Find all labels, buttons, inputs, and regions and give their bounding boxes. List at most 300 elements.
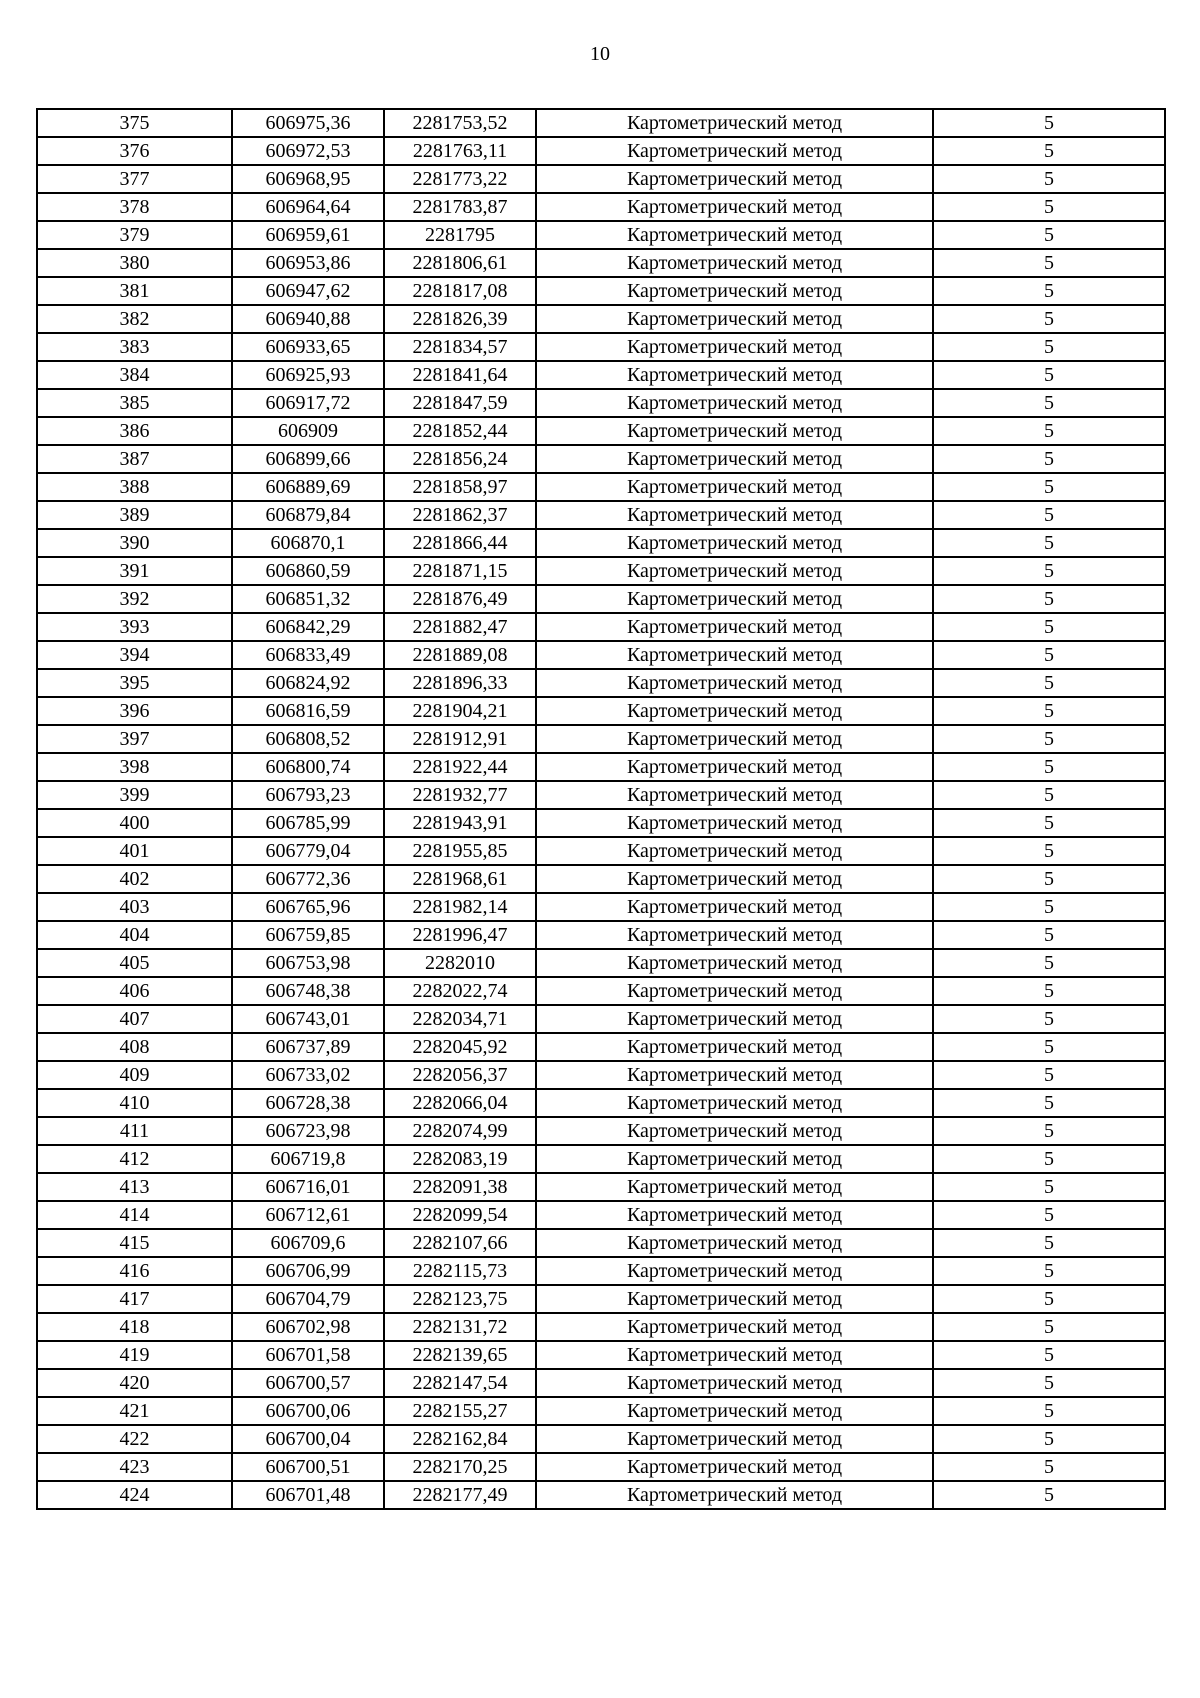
- y-coordinate-cell: 2281795: [384, 221, 536, 249]
- table-row: [37, 1369, 1165, 1397]
- table-row: [37, 1257, 1165, 1285]
- accuracy-cell: 5: [933, 137, 1165, 165]
- accuracy-cell: 5: [933, 1033, 1165, 1061]
- point-number-cell: 412: [37, 1145, 232, 1173]
- accuracy-cell: 5: [933, 109, 1165, 137]
- point-number-cell: 389: [37, 501, 232, 529]
- y-coordinate-cell: 2282083,19: [384, 1145, 536, 1173]
- y-coordinate-cell: 2282123,75: [384, 1285, 536, 1313]
- x-coordinate-cell: 606925,93: [232, 361, 384, 389]
- x-coordinate-cell: 606953,86: [232, 249, 384, 277]
- point-number-cell: 377: [37, 165, 232, 193]
- method-cell: Картометрический метод: [536, 1453, 933, 1481]
- table-row: [37, 893, 1165, 921]
- x-coordinate-cell: 606706,99: [232, 1257, 384, 1285]
- point-number-cell: 404: [37, 921, 232, 949]
- y-coordinate-cell: 2281922,44: [384, 753, 536, 781]
- accuracy-cell: 5: [933, 669, 1165, 697]
- table-row: [37, 781, 1165, 809]
- y-coordinate-cell: 2282066,04: [384, 1089, 536, 1117]
- accuracy-cell: 5: [933, 389, 1165, 417]
- method-cell: Картометрический метод: [536, 1117, 933, 1145]
- x-coordinate-cell: 606728,38: [232, 1089, 384, 1117]
- y-coordinate-cell: 2282107,66: [384, 1229, 536, 1257]
- method-cell: Картометрический метод: [536, 1481, 933, 1509]
- y-coordinate-cell: 2282170,25: [384, 1453, 536, 1481]
- method-cell: Картометрический метод: [536, 725, 933, 753]
- accuracy-cell: 5: [933, 1369, 1165, 1397]
- accuracy-cell: 5: [933, 473, 1165, 501]
- point-number-cell: 395: [37, 669, 232, 697]
- table-row: [37, 1313, 1165, 1341]
- accuracy-cell: 5: [933, 725, 1165, 753]
- method-cell: Картометрический метод: [536, 193, 933, 221]
- table-row: [37, 585, 1165, 613]
- accuracy-cell: 5: [933, 1089, 1165, 1117]
- table-row: [37, 1425, 1165, 1453]
- method-cell: Картометрический метод: [536, 109, 933, 137]
- accuracy-cell: 5: [933, 1117, 1165, 1145]
- table-row: [37, 221, 1165, 249]
- y-coordinate-cell: 2282131,72: [384, 1313, 536, 1341]
- x-coordinate-cell: 606716,01: [232, 1173, 384, 1201]
- table-row: [37, 473, 1165, 501]
- accuracy-cell: 5: [933, 305, 1165, 333]
- y-coordinate-cell: 2281896,33: [384, 669, 536, 697]
- y-coordinate-cell: 2281852,44: [384, 417, 536, 445]
- y-coordinate-cell: 2281817,08: [384, 277, 536, 305]
- method-cell: Картометрический метод: [536, 473, 933, 501]
- x-coordinate-cell: 606733,02: [232, 1061, 384, 1089]
- method-cell: Картометрический метод: [536, 613, 933, 641]
- y-coordinate-cell: 2281858,97: [384, 473, 536, 501]
- accuracy-cell: 5: [933, 809, 1165, 837]
- accuracy-cell: 5: [933, 1481, 1165, 1509]
- table-row: [37, 949, 1165, 977]
- point-number-cell: 378: [37, 193, 232, 221]
- method-cell: Картометрический метод: [536, 1173, 933, 1201]
- y-coordinate-cell: 2282091,38: [384, 1173, 536, 1201]
- accuracy-cell: 5: [933, 1201, 1165, 1229]
- method-cell: Картометрический метод: [536, 865, 933, 893]
- x-coordinate-cell: 606712,61: [232, 1201, 384, 1229]
- y-coordinate-cell: 2281783,87: [384, 193, 536, 221]
- method-cell: Картометрический метод: [536, 305, 933, 333]
- table-row: [37, 529, 1165, 557]
- point-number-cell: 382: [37, 305, 232, 333]
- x-coordinate-cell: 606968,95: [232, 165, 384, 193]
- point-number-cell: 388: [37, 473, 232, 501]
- method-cell: Картометрический метод: [536, 445, 933, 473]
- table-row: [37, 1061, 1165, 1089]
- page-number: 10: [590, 43, 610, 65]
- y-coordinate-cell: 2281753,52: [384, 109, 536, 137]
- method-cell: Картометрический метод: [536, 837, 933, 865]
- y-coordinate-cell: 2281871,15: [384, 557, 536, 585]
- accuracy-cell: 5: [933, 529, 1165, 557]
- accuracy-cell: 5: [933, 837, 1165, 865]
- y-coordinate-cell: 2282056,37: [384, 1061, 536, 1089]
- x-coordinate-cell: 606851,32: [232, 585, 384, 613]
- x-coordinate-cell: 606972,53: [232, 137, 384, 165]
- x-coordinate-cell: 606759,85: [232, 921, 384, 949]
- x-coordinate-cell: 606748,38: [232, 977, 384, 1005]
- method-cell: Картометрический метод: [536, 1229, 933, 1257]
- x-coordinate-cell: 606700,06: [232, 1397, 384, 1425]
- point-number-cell: 375: [37, 109, 232, 137]
- accuracy-cell: 5: [933, 585, 1165, 613]
- y-coordinate-cell: 2281856,24: [384, 445, 536, 473]
- method-cell: Картометрический метод: [536, 389, 933, 417]
- table-row: [37, 249, 1165, 277]
- y-coordinate-cell: 2281834,57: [384, 333, 536, 361]
- x-coordinate-cell: 606700,04: [232, 1425, 384, 1453]
- point-number-cell: 409: [37, 1061, 232, 1089]
- point-number-cell: 380: [37, 249, 232, 277]
- point-number-cell: 399: [37, 781, 232, 809]
- y-coordinate-cell: 2282045,92: [384, 1033, 536, 1061]
- point-number-cell: 417: [37, 1285, 232, 1313]
- point-number-cell: 403: [37, 893, 232, 921]
- point-number-cell: 379: [37, 221, 232, 249]
- method-cell: Картометрический метод: [536, 669, 933, 697]
- x-coordinate-cell: 606879,84: [232, 501, 384, 529]
- x-coordinate-cell: 606779,04: [232, 837, 384, 865]
- method-cell: Картометрический метод: [536, 1033, 933, 1061]
- point-number-cell: 397: [37, 725, 232, 753]
- y-coordinate-cell: 2281955,85: [384, 837, 536, 865]
- accuracy-cell: 5: [933, 697, 1165, 725]
- point-number-cell: 387: [37, 445, 232, 473]
- y-coordinate-cell: 2281841,64: [384, 361, 536, 389]
- point-number-cell: 413: [37, 1173, 232, 1201]
- method-cell: Картометрический метод: [536, 641, 933, 669]
- accuracy-cell: 5: [933, 1257, 1165, 1285]
- method-cell: Картометрический метод: [536, 893, 933, 921]
- x-coordinate-cell: 606860,59: [232, 557, 384, 585]
- accuracy-cell: 5: [933, 277, 1165, 305]
- table-row: [37, 753, 1165, 781]
- x-coordinate-cell: 606964,64: [232, 193, 384, 221]
- y-coordinate-cell: 2281847,59: [384, 389, 536, 417]
- coordinates-table: [36, 108, 1166, 1510]
- point-number-cell: 406: [37, 977, 232, 1005]
- y-coordinate-cell: 2281876,49: [384, 585, 536, 613]
- method-cell: Картометрический метод: [536, 1089, 933, 1117]
- y-coordinate-cell: 2282022,74: [384, 977, 536, 1005]
- y-coordinate-cell: 2281866,44: [384, 529, 536, 557]
- method-cell: Картометрический метод: [536, 1313, 933, 1341]
- x-coordinate-cell: 606701,48: [232, 1481, 384, 1509]
- table-row: [37, 697, 1165, 725]
- x-coordinate-cell: 606772,36: [232, 865, 384, 893]
- x-coordinate-cell: 606701,58: [232, 1341, 384, 1369]
- table-row: [37, 1397, 1165, 1425]
- x-coordinate-cell: 606793,23: [232, 781, 384, 809]
- table-row: [37, 1005, 1165, 1033]
- accuracy-cell: 5: [933, 977, 1165, 1005]
- y-coordinate-cell: 2282074,99: [384, 1117, 536, 1145]
- coordinates-table-body: [37, 109, 1165, 1509]
- table-row: [37, 641, 1165, 669]
- point-number-cell: 402: [37, 865, 232, 893]
- table-row: [37, 1229, 1165, 1257]
- table-row: [37, 445, 1165, 473]
- method-cell: Картометрический метод: [536, 501, 933, 529]
- table-row: [37, 1453, 1165, 1481]
- y-coordinate-cell: 2281932,77: [384, 781, 536, 809]
- point-number-cell: 416: [37, 1257, 232, 1285]
- y-coordinate-cell: 2281996,47: [384, 921, 536, 949]
- accuracy-cell: 5: [933, 221, 1165, 249]
- table-row: [37, 1145, 1165, 1173]
- method-cell: Картометрический метод: [536, 1397, 933, 1425]
- accuracy-cell: 5: [933, 753, 1165, 781]
- table-row: [37, 193, 1165, 221]
- accuracy-cell: 5: [933, 613, 1165, 641]
- method-cell: Картометрический метод: [536, 417, 933, 445]
- accuracy-cell: 5: [933, 781, 1165, 809]
- accuracy-cell: 5: [933, 361, 1165, 389]
- y-coordinate-cell: 2281943,91: [384, 809, 536, 837]
- y-coordinate-cell: 2282155,27: [384, 1397, 536, 1425]
- point-number-cell: 392: [37, 585, 232, 613]
- method-cell: Картометрический метод: [536, 809, 933, 837]
- method-cell: Картометрический метод: [536, 277, 933, 305]
- table-row: [37, 501, 1165, 529]
- method-cell: Картометрический метод: [536, 1425, 933, 1453]
- method-cell: Картометрический метод: [536, 1285, 933, 1313]
- y-coordinate-cell: 2281826,39: [384, 305, 536, 333]
- x-coordinate-cell: 606700,51: [232, 1453, 384, 1481]
- y-coordinate-cell: 2281889,08: [384, 641, 536, 669]
- accuracy-cell: 5: [933, 193, 1165, 221]
- method-cell: Картометрический метод: [536, 1005, 933, 1033]
- accuracy-cell: 5: [933, 1005, 1165, 1033]
- accuracy-cell: 5: [933, 865, 1165, 893]
- point-number-cell: 418: [37, 1313, 232, 1341]
- x-coordinate-cell: 606933,65: [232, 333, 384, 361]
- table-row: [37, 1089, 1165, 1117]
- table-row: [37, 109, 1165, 137]
- accuracy-cell: 5: [933, 445, 1165, 473]
- x-coordinate-cell: 606947,62: [232, 277, 384, 305]
- x-coordinate-cell: 606800,74: [232, 753, 384, 781]
- point-number-cell: 394: [37, 641, 232, 669]
- method-cell: Картометрический метод: [536, 949, 933, 977]
- method-cell: Картометрический метод: [536, 361, 933, 389]
- point-number-cell: 383: [37, 333, 232, 361]
- table-row: [37, 1481, 1165, 1509]
- y-coordinate-cell: 2282034,71: [384, 1005, 536, 1033]
- x-coordinate-cell: 606833,49: [232, 641, 384, 669]
- x-coordinate-cell: 606702,98: [232, 1313, 384, 1341]
- x-coordinate-cell: 606753,98: [232, 949, 384, 977]
- point-number-cell: 400: [37, 809, 232, 837]
- point-number-cell: 419: [37, 1341, 232, 1369]
- point-number-cell: 410: [37, 1089, 232, 1117]
- accuracy-cell: 5: [933, 641, 1165, 669]
- y-coordinate-cell: 2282147,54: [384, 1369, 536, 1397]
- table-row: [37, 1033, 1165, 1061]
- table-row: [37, 557, 1165, 585]
- accuracy-cell: 5: [933, 1425, 1165, 1453]
- accuracy-cell: 5: [933, 921, 1165, 949]
- point-number-cell: 390: [37, 529, 232, 557]
- x-coordinate-cell: 606940,88: [232, 305, 384, 333]
- y-coordinate-cell: 2282139,65: [384, 1341, 536, 1369]
- table-row: [37, 809, 1165, 837]
- accuracy-cell: 5: [933, 1145, 1165, 1173]
- accuracy-cell: 5: [933, 949, 1165, 977]
- x-coordinate-cell: 606765,96: [232, 893, 384, 921]
- point-number-cell: 393: [37, 613, 232, 641]
- method-cell: Картометрический метод: [536, 221, 933, 249]
- y-coordinate-cell: 2282115,73: [384, 1257, 536, 1285]
- method-cell: Картометрический метод: [536, 977, 933, 1005]
- method-cell: Картометрический метод: [536, 781, 933, 809]
- table-row: [37, 921, 1165, 949]
- accuracy-cell: 5: [933, 1285, 1165, 1313]
- point-number-cell: 396: [37, 697, 232, 725]
- point-number-cell: 423: [37, 1453, 232, 1481]
- accuracy-cell: 5: [933, 417, 1165, 445]
- y-coordinate-cell: 2281882,47: [384, 613, 536, 641]
- x-coordinate-cell: 606824,92: [232, 669, 384, 697]
- point-number-cell: 422: [37, 1425, 232, 1453]
- accuracy-cell: 5: [933, 1453, 1165, 1481]
- point-number-cell: 421: [37, 1397, 232, 1425]
- point-number-cell: 386: [37, 417, 232, 445]
- x-coordinate-cell: 606959,61: [232, 221, 384, 249]
- point-number-cell: 407: [37, 1005, 232, 1033]
- point-number-cell: 385: [37, 389, 232, 417]
- method-cell: Картометрический метод: [536, 585, 933, 613]
- table-row: [37, 865, 1165, 893]
- method-cell: Картометрический метод: [536, 697, 933, 725]
- x-coordinate-cell: 606709,6: [232, 1229, 384, 1257]
- y-coordinate-cell: 2281862,37: [384, 501, 536, 529]
- table-row: [37, 137, 1165, 165]
- accuracy-cell: 5: [933, 557, 1165, 585]
- x-coordinate-cell: 606723,98: [232, 1117, 384, 1145]
- x-coordinate-cell: 606899,66: [232, 445, 384, 473]
- x-coordinate-cell: 606700,57: [232, 1369, 384, 1397]
- accuracy-cell: 5: [933, 1061, 1165, 1089]
- point-number-cell: 405: [37, 949, 232, 977]
- table-row: [37, 1117, 1165, 1145]
- method-cell: Картометрический метод: [536, 1369, 933, 1397]
- method-cell: Картометрический метод: [536, 753, 933, 781]
- method-cell: Картометрический метод: [536, 1201, 933, 1229]
- point-number-cell: 391: [37, 557, 232, 585]
- x-coordinate-cell: 606719,8: [232, 1145, 384, 1173]
- method-cell: Картометрический метод: [536, 137, 933, 165]
- method-cell: Картометрический метод: [536, 921, 933, 949]
- accuracy-cell: 5: [933, 1229, 1165, 1257]
- table-row: [37, 837, 1165, 865]
- x-coordinate-cell: 606737,89: [232, 1033, 384, 1061]
- accuracy-cell: 5: [933, 501, 1165, 529]
- x-coordinate-cell: 606975,36: [232, 109, 384, 137]
- x-coordinate-cell: 606816,59: [232, 697, 384, 725]
- accuracy-cell: 5: [933, 893, 1165, 921]
- method-cell: Картометрический метод: [536, 1341, 933, 1369]
- x-coordinate-cell: 606704,79: [232, 1285, 384, 1313]
- table-row: [37, 613, 1165, 641]
- method-cell: Картометрический метод: [536, 1061, 933, 1089]
- point-number-cell: 401: [37, 837, 232, 865]
- table-row: [37, 165, 1165, 193]
- x-coordinate-cell: 606870,1: [232, 529, 384, 557]
- y-coordinate-cell: 2281912,91: [384, 725, 536, 753]
- y-coordinate-cell: 2282010: [384, 949, 536, 977]
- method-cell: Картометрический метод: [536, 1257, 933, 1285]
- table-row: [37, 417, 1165, 445]
- method-cell: Картометрический метод: [536, 557, 933, 585]
- method-cell: Картометрический метод: [536, 529, 933, 557]
- table-row: [37, 725, 1165, 753]
- y-coordinate-cell: 2281904,21: [384, 697, 536, 725]
- table-row: [37, 1341, 1165, 1369]
- method-cell: Картометрический метод: [536, 249, 933, 277]
- y-coordinate-cell: 2282177,49: [384, 1481, 536, 1509]
- method-cell: Картометрический метод: [536, 1145, 933, 1173]
- x-coordinate-cell: 606909: [232, 417, 384, 445]
- table-row: [37, 305, 1165, 333]
- y-coordinate-cell: 2281806,61: [384, 249, 536, 277]
- point-number-cell: 398: [37, 753, 232, 781]
- y-coordinate-cell: 2281773,22: [384, 165, 536, 193]
- y-coordinate-cell: 2281763,11: [384, 137, 536, 165]
- point-number-cell: 414: [37, 1201, 232, 1229]
- accuracy-cell: 5: [933, 333, 1165, 361]
- x-coordinate-cell: 606785,99: [232, 809, 384, 837]
- x-coordinate-cell: 606743,01: [232, 1005, 384, 1033]
- y-coordinate-cell: 2282162,84: [384, 1425, 536, 1453]
- table-row: [37, 1285, 1165, 1313]
- point-number-cell: 384: [37, 361, 232, 389]
- x-coordinate-cell: 606889,69: [232, 473, 384, 501]
- x-coordinate-cell: 606808,52: [232, 725, 384, 753]
- point-number-cell: 381: [37, 277, 232, 305]
- accuracy-cell: 5: [933, 1341, 1165, 1369]
- y-coordinate-cell: 2281968,61: [384, 865, 536, 893]
- table-row: [37, 1201, 1165, 1229]
- method-cell: Картометрический метод: [536, 165, 933, 193]
- accuracy-cell: 5: [933, 1173, 1165, 1201]
- table-row: [37, 361, 1165, 389]
- point-number-cell: 408: [37, 1033, 232, 1061]
- method-cell: Картометрический метод: [536, 333, 933, 361]
- table-row: [37, 977, 1165, 1005]
- point-number-cell: 411: [37, 1117, 232, 1145]
- x-coordinate-cell: 606842,29: [232, 613, 384, 641]
- point-number-cell: 420: [37, 1369, 232, 1397]
- table-row: [37, 1173, 1165, 1201]
- table-row: [37, 277, 1165, 305]
- accuracy-cell: 5: [933, 1313, 1165, 1341]
- y-coordinate-cell: 2282099,54: [384, 1201, 536, 1229]
- accuracy-cell: 5: [933, 1397, 1165, 1425]
- point-number-cell: 415: [37, 1229, 232, 1257]
- table-row: [37, 333, 1165, 361]
- accuracy-cell: 5: [933, 249, 1165, 277]
- accuracy-cell: 5: [933, 165, 1165, 193]
- table-row: [37, 669, 1165, 697]
- x-coordinate-cell: 606917,72: [232, 389, 384, 417]
- y-coordinate-cell: 2281982,14: [384, 893, 536, 921]
